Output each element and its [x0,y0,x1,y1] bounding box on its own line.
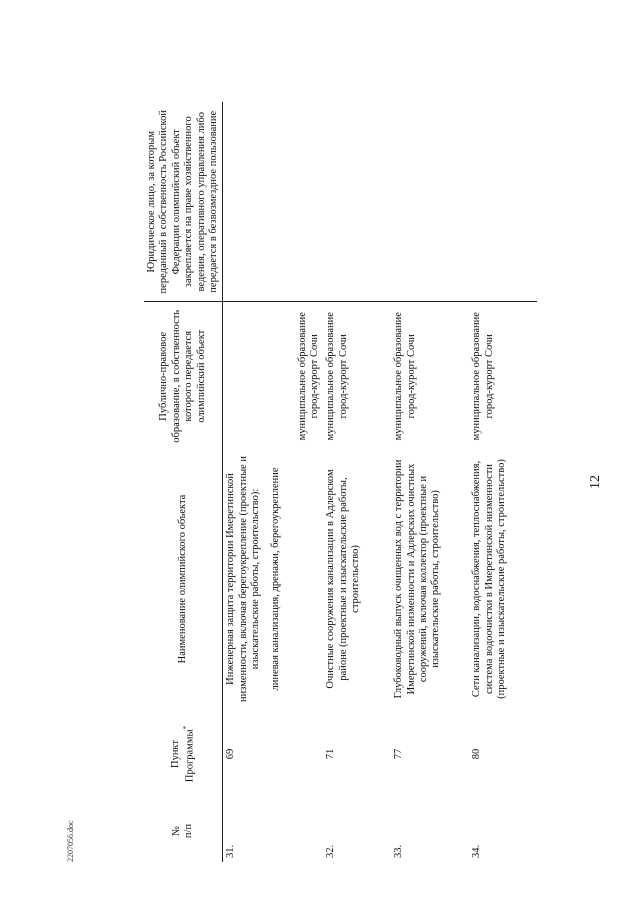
row-public-entity: муниципальное образование город-курорт Сочи [296,312,320,441]
row-name: Инженерная защита территории Имеретинской низменности, включая берегоукрепление (проектные и изыскательские работы, строительство): линевая канализация, дренажи, берегоукрепление [225,455,282,703]
header-public-entity: Публично-правовое образование, в собственность которого передается олимпийский объект [144,302,223,450]
row-point: 77 [393,748,405,760]
row-point: 80 [471,748,483,760]
row-public-entity: муниципальное образование город-курорт Сочи [325,312,349,441]
page-number: 12 [588,475,603,489]
header-num: № п/п [144,800,223,862]
row-legal-entity [223,102,324,302]
row-name: Сети канализации, водоснабжения, теплоснабжения, система водоочистки в Имеретинской низменности (проектные и изыскательские работы, строительство) [471,459,507,699]
row-public-entity: муниципальное образование город-курорт Сочи [393,312,417,441]
table-row [323,102,391,862]
table-row [469,102,537,862]
table-header-row [144,102,223,862]
row-legal-entity [469,102,537,302]
row-legal-entity [323,102,391,302]
objects-table [144,102,537,862]
row-num: 34. [471,844,483,858]
row-sub-item: линевая канализация, дренажи, берегоукрепление [270,467,282,691]
file-label: 2207056.doc [66,820,75,862]
header-point: Пункт Программы* [144,708,223,800]
table-row [391,102,469,862]
row-legal-entity [391,102,469,302]
row-num: 33. [393,844,405,858]
table-row [223,102,324,862]
row-point: 69 [225,748,237,760]
row-num: 32. [325,844,337,858]
row-name: Очистные сооружения канализации в Адлерском районе (проектные и изыскательские работы, строительство) [325,469,361,689]
row-num: 31. [225,844,237,858]
header-legal-entity: Юридическое лицо, за которым переданный в собственность Российской Федерации олимпийский объект закрепляется на праве хозяйственного ведения, оперативного управления либо передается в безвозмездное пользование [144,102,223,302]
row-public-entity: муниципальное образование город-курорт Сочи [471,312,495,441]
row-name: Глубоководный выпуск очищенных вод с территории Имеретинской низменности и Адлерских очистных сооружений, включая коллектор (проектные и изыскательские работы, строительство) [393,459,442,699]
rotated-document-page [56,102,640,862]
header-name: Наименование олимпийского объекта [144,450,223,708]
row-point: 71 [325,748,337,760]
